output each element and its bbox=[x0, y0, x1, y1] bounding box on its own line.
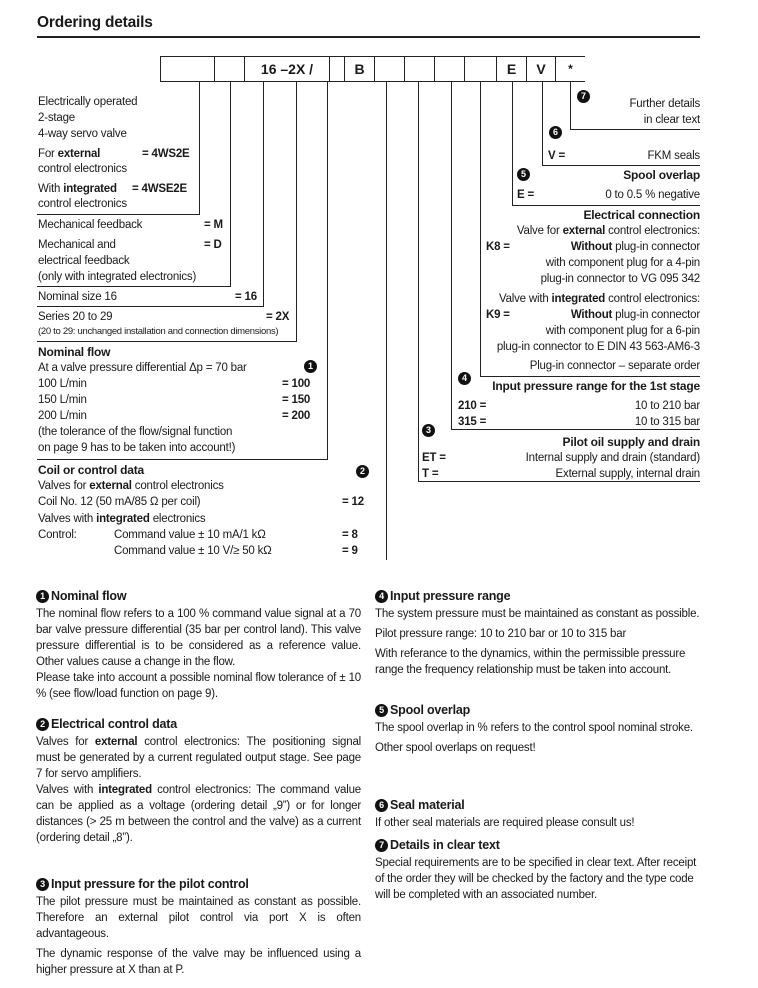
pilot-external: External supply, internal drain bbox=[555, 468, 700, 480]
flow-100: 100 L/min bbox=[38, 378, 87, 390]
code-box-2 bbox=[215, 56, 245, 82]
connector-line bbox=[199, 82, 200, 215]
note-pilot-pressure bbox=[36, 876, 361, 978]
badge-2: 2 bbox=[356, 465, 369, 478]
badge-6: 6 bbox=[549, 126, 562, 139]
note-heading bbox=[36, 716, 361, 732]
note-heading bbox=[375, 797, 703, 813]
text: Input pressure range bbox=[390, 589, 511, 603]
text: electronics bbox=[149, 513, 206, 525]
text: control electronics: bbox=[605, 293, 700, 305]
text: external bbox=[57, 148, 101, 160]
nominal-size: Nominal size 16 bbox=[38, 291, 117, 303]
badge-7: 7 bbox=[577, 90, 590, 103]
badge-1: 1 bbox=[36, 590, 49, 603]
badge-1: 1 bbox=[304, 360, 317, 373]
code-box-6 bbox=[435, 56, 465, 82]
code-m: = M bbox=[204, 219, 223, 231]
code-box-7 bbox=[465, 56, 497, 82]
electrical-connection-title: Electrical connection bbox=[583, 208, 700, 222]
text: control electronics: The command value can be applied as a voltage (ordering detail „9”) or for longer distances (> 25 m between the control and the valve) as a current (ordering detail „8”). bbox=[36, 784, 362, 844]
coil-no: Coil No. 12 (50 mA/85 Ω per coil) bbox=[38, 496, 201, 508]
text: The spool overlap in % refers to the control spool nominal stroke. bbox=[375, 722, 693, 734]
flow-note-2: on page 9 has to be taken into account!) bbox=[38, 442, 236, 454]
badge-6: 6 bbox=[375, 799, 388, 812]
fkm-seals: FKM seals bbox=[647, 150, 700, 162]
mech-el-3: (only with integrated electronics) bbox=[38, 271, 197, 283]
further-details-2: in clear text bbox=[643, 114, 700, 126]
valve-desc-1: Electrically operated bbox=[38, 96, 138, 108]
connector-line bbox=[37, 286, 231, 287]
code-box-e: E bbox=[497, 56, 527, 82]
connector-line bbox=[296, 82, 297, 342]
connector-line bbox=[386, 82, 387, 560]
badge-3: 3 bbox=[36, 878, 49, 891]
connector-line bbox=[512, 82, 513, 206]
connector-line bbox=[542, 165, 700, 166]
text: Valve with bbox=[498, 293, 552, 305]
connector-line bbox=[418, 481, 700, 482]
plug-in-note: Plug-in connector – separate order bbox=[529, 360, 700, 372]
badge-2: 2 bbox=[36, 718, 49, 731]
text: integrated bbox=[551, 293, 606, 305]
text: Please take into account a possible nominal flow tolerance of ± 10 % (see flow/load function on page 9). bbox=[36, 672, 361, 700]
note-heading bbox=[36, 876, 361, 892]
ec-integrated bbox=[499, 292, 700, 306]
code-e: E = bbox=[517, 189, 534, 201]
text: Electrical control data bbox=[51, 717, 177, 731]
text: Spool overlap bbox=[390, 703, 471, 717]
pressure-315: 10 to 315 bar bbox=[634, 416, 700, 428]
code-k8: K8 = bbox=[486, 241, 510, 253]
connector-line bbox=[37, 459, 328, 460]
text: integrated bbox=[63, 183, 117, 195]
text: With bbox=[38, 183, 64, 195]
connector-line bbox=[37, 341, 297, 342]
title-rule bbox=[37, 36, 700, 38]
connector-line bbox=[263, 82, 264, 307]
nominal-flow-diff: At a valve pressure differential Δp = 70 bar bbox=[38, 362, 247, 374]
text: Other spool overlaps on request! bbox=[375, 742, 536, 754]
code-16: = 16 bbox=[235, 291, 257, 303]
text: The dynamic response of the valve may be influenced using a higher pressure at X than at P. bbox=[36, 948, 361, 976]
ec-external bbox=[517, 224, 700, 238]
connector-line bbox=[512, 205, 700, 206]
code-9: = 9 bbox=[342, 545, 358, 557]
k8-line-1 bbox=[571, 240, 700, 254]
note-heading bbox=[36, 588, 361, 604]
text: Valves with bbox=[38, 513, 97, 525]
badge-5: 5 bbox=[375, 704, 388, 717]
pilot-oil-title: Pilot oil supply and drain bbox=[562, 435, 700, 449]
k9-line-1 bbox=[571, 308, 700, 322]
option-external bbox=[38, 147, 100, 161]
code-et: ET = bbox=[422, 452, 446, 464]
connector-line bbox=[451, 429, 700, 430]
text: The pilot pressure must be maintained as constant as possible. Therefore an external pilot control via port X is often advantageous. bbox=[36, 896, 361, 940]
badge-7: 7 bbox=[375, 839, 388, 852]
code-box-1 bbox=[160, 56, 215, 82]
k9-line-2: with component plug for a 6-pin bbox=[545, 325, 700, 337]
flow-150: 150 L/min bbox=[38, 394, 87, 406]
mechanical-feedback: Mechanical feedback bbox=[38, 219, 143, 231]
text: plug-in connector bbox=[612, 309, 700, 321]
code-box-4 bbox=[375, 56, 405, 82]
pilot-internal: Internal supply and drain (standard) bbox=[525, 452, 700, 464]
note-spool-overlap bbox=[375, 702, 703, 756]
text: integrated bbox=[98, 784, 152, 796]
note-clear-text bbox=[375, 837, 703, 903]
k9-line-3: plug-in connector to E DIN 43 563-AM6-3 bbox=[496, 341, 700, 353]
code-200: = 200 bbox=[282, 410, 311, 422]
nominal-flow-title: Nominal flow bbox=[38, 345, 111, 359]
connector-line bbox=[480, 376, 700, 377]
code-2x: = 2X bbox=[266, 311, 290, 323]
text: If other seal materials are required please consult us! bbox=[375, 817, 635, 829]
text: Input pressure for the pilot control bbox=[51, 877, 249, 891]
further-details-1: Further details bbox=[629, 98, 700, 110]
note-seal-material bbox=[375, 797, 703, 831]
code-100: = 100 bbox=[282, 378, 311, 390]
text bbox=[36, 782, 361, 846]
note-heading bbox=[375, 702, 703, 718]
code-box-5 bbox=[405, 56, 435, 82]
code-k9: K9 = bbox=[486, 309, 510, 321]
badge-4: 4 bbox=[375, 590, 388, 603]
control-9: Command value ± 10 V/≥ 50 kΩ bbox=[114, 545, 272, 557]
code-box-3 bbox=[330, 56, 345, 82]
text: control electronics bbox=[131, 480, 224, 492]
connector-line bbox=[542, 82, 543, 166]
text: control electronics: The positioning signal must be generated by a current regulated output stage. See page 7 for servo amplifiers. bbox=[36, 736, 361, 780]
text: Details in clear text bbox=[390, 838, 500, 852]
code-315: 315 = bbox=[458, 416, 487, 428]
text: For bbox=[38, 148, 58, 160]
text: control electronics: bbox=[605, 225, 700, 237]
connector-line bbox=[570, 82, 571, 130]
option-integrated bbox=[38, 182, 117, 196]
connector-line bbox=[327, 82, 328, 460]
page-title: Ordering details bbox=[37, 14, 153, 31]
code-box-star: * bbox=[556, 56, 585, 82]
mech-el-2: electrical feedback bbox=[38, 255, 130, 267]
text: The nominal flow refers to a 100 % command value signal at a 70 bar valve pressure differential (35 bar per control land). This valve pressure differential is to be considered as a reference value. Other values cause a change in the flow. bbox=[36, 608, 361, 668]
series: Series 20 to 29 bbox=[38, 311, 113, 323]
coil-external bbox=[38, 479, 224, 493]
code-box-b: B bbox=[345, 56, 375, 82]
text: Without bbox=[570, 241, 613, 253]
connector-line bbox=[37, 214, 200, 215]
text: Valves with bbox=[36, 784, 99, 796]
valve-desc-3: 4-way servo valve bbox=[38, 128, 127, 140]
code-d: = D bbox=[204, 239, 222, 251]
code-12: = 12 bbox=[342, 496, 364, 508]
code-box-v: V bbox=[527, 56, 556, 82]
text: The system pressure must be maintained as constant as possible. bbox=[375, 608, 700, 620]
input-pressure-title: Input pressure range for the 1st stage bbox=[492, 379, 700, 393]
code-4wse2e: = 4WSE2E bbox=[132, 183, 187, 195]
text: plug-in connector bbox=[612, 241, 700, 253]
connector-line bbox=[570, 129, 700, 130]
text: Seal material bbox=[390, 798, 465, 812]
option-integrated-2: control electronics bbox=[38, 198, 127, 210]
text: With referance to the dynamics, within the permissible pressure range the frequency relationship must be taken into account. bbox=[375, 648, 686, 676]
valve-desc-2: 2-stage bbox=[38, 112, 75, 124]
badge-5: 5 bbox=[517, 168, 530, 181]
control-8: Command value ± 10 mA/1 kΩ bbox=[114, 529, 266, 541]
note-heading bbox=[375, 837, 703, 853]
connector-line bbox=[480, 82, 481, 377]
code-box-size-series: 16 –2X / bbox=[245, 56, 330, 82]
connector-line bbox=[418, 82, 419, 482]
text: Without bbox=[570, 309, 613, 321]
note-electrical-control bbox=[36, 716, 361, 846]
coil-integrated bbox=[38, 512, 205, 526]
text: Nominal flow bbox=[51, 589, 127, 603]
badge-4: 4 bbox=[458, 372, 471, 385]
spool-overlap-value: 0 to 0.5 % negative bbox=[605, 189, 700, 201]
text: Valve for bbox=[516, 225, 563, 237]
text: integrated bbox=[96, 513, 150, 525]
text: external bbox=[94, 736, 138, 748]
text bbox=[36, 734, 361, 782]
flow-200: 200 L/min bbox=[38, 410, 87, 422]
pressure-210: 10 to 210 bar bbox=[634, 400, 700, 412]
text: Special requirements are to be specified in clear text. After receipt of the order they will be checked by the factory and the type code will be completed with an associated number. bbox=[375, 857, 697, 901]
text: Valves for bbox=[36, 736, 95, 748]
code-4ws2e: = 4WS2E bbox=[142, 148, 190, 160]
connector-line bbox=[37, 306, 264, 307]
text: external bbox=[562, 225, 606, 237]
note-input-pressure bbox=[375, 588, 703, 678]
note-nominal-flow bbox=[36, 588, 361, 702]
code-210: 210 = bbox=[458, 400, 487, 412]
option-external-2: control electronics bbox=[38, 163, 127, 175]
coil-title: Coil or control data bbox=[38, 463, 145, 477]
series-note: (20 to 29: unchanged installation and connection dimensions) bbox=[38, 326, 279, 337]
connector-line bbox=[451, 82, 452, 430]
k8-line-3: plug-in connector to VG 095 342 bbox=[540, 273, 700, 285]
code-v: V = bbox=[548, 150, 565, 162]
text: Valves for bbox=[38, 480, 90, 492]
code-8: = 8 bbox=[342, 529, 358, 541]
code-t: T = bbox=[422, 468, 439, 480]
text: external bbox=[89, 480, 132, 492]
k8-line-2: with component plug for a 4-pin bbox=[545, 257, 700, 269]
control-label: Control: bbox=[38, 529, 77, 541]
connector-line bbox=[230, 82, 231, 287]
text: Pilot pressure range: 10 to 210 bar or 10 to 315 bar bbox=[375, 628, 627, 640]
code-150: = 150 bbox=[282, 394, 311, 406]
spool-overlap-title: Spool overlap bbox=[623, 168, 700, 182]
mech-el-1: Mechanical and bbox=[38, 239, 116, 251]
note-heading bbox=[375, 588, 703, 604]
badge-3: 3 bbox=[422, 424, 435, 437]
flow-note-1: (the tolerance of the flow/signal function bbox=[38, 426, 233, 438]
